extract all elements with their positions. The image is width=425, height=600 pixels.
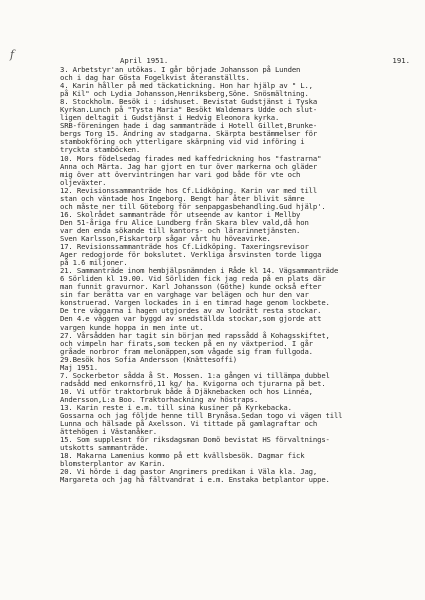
text-line: och måste ner till Göteborg för senpapgasbehandling.Gud hjälp'.: [60, 201, 326, 211]
text-line: Ager redogjorde för bokslutet. Verkliga årsvinsten torde ligga: [60, 250, 322, 260]
text-line: mig över att övervintringen har vari god både för vte och: [60, 169, 301, 179]
text-line: 17. Revisionssammanträde hos Cf.Lidköping. Taxeringsrevisor: [60, 242, 309, 252]
diary-text: [60, 66, 410, 484]
text-line: 10. Mors födelsedag firades med kaffedrickning hos "fastrarna": [60, 153, 322, 163]
text-line: 16. Skolrådet sammanträde för utseende av kantor i Mellby: [60, 209, 301, 219]
text-line: konstruerad. Vargen lockades in i en timrad hage genom lockbete.: [60, 298, 330, 308]
text-line: Gossarna och jag följde henne till Brynåsa.Sedan togo vi vägen till: [60, 411, 343, 421]
text-line: var den enda sökande till kantors- och lärarinnetjänsten.: [60, 225, 301, 235]
text-line: gråade norbror fram melonäppen,som vågade sig fram fullgoda.: [60, 346, 313, 356]
text-line: 8. Stockholm. Besök i : idshuset. Bevistat Gudstjänst i Tyska: [60, 97, 318, 107]
text-line: man funnit gravurnor. Karl Johansson (Göthe) kunde också efter: [60, 282, 322, 292]
text-line: utskotts sammanträde.: [60, 443, 149, 453]
text-line: ättehögen i Västanåker.: [60, 427, 157, 437]
text-line: 20. Vi hörde i dag pastor Angrimers predikan i Väla kla. Jag,: [60, 467, 318, 477]
text-line: 4. Karin håller på med täckatickning. Hon har hjälp av " L.,: [60, 81, 313, 91]
text-line: blomsterplantor av Karin.: [60, 459, 166, 469]
text-line: ligen deltagit i Gudstjänst i Hedvig Eleonora kyrka.: [60, 113, 280, 123]
text-line: Maj 1951.: [60, 362, 98, 372]
text-line: Anna och Märta. Jag har gjort en tur över markerna och gläder: [60, 161, 318, 171]
text-line: radsådd med enkornsfrö,11 kg/ ha. Kvigorna och tjurarna på bet.: [60, 378, 326, 388]
text-line: Margareta och jag hå fältvandrat i e.m. Enstaka betplantor uppe.: [60, 475, 330, 485]
text-line: och i dag har Gösta Fogelkvist återanställts.: [60, 73, 250, 83]
header-date: April 1951.: [120, 56, 169, 65]
text-line: 12. Revisionssammanträde hos Cf.Lidköping. Karin var med till: [60, 185, 318, 195]
text-line: SRB-föreningen hade i dag sammanträde i Hotell Gillet,Brunke-: [60, 121, 318, 131]
text-line: 27. Vårsådden har tagit sin början med rapssådd å Kohagsskiftet,: [60, 330, 330, 340]
text-line: 6 Sörliden kl 19.00. Vid Sörliden fick jag reda på en plats där: [60, 274, 326, 284]
text-line: bergs Torg 15. Ändring av stadgarna. Skärpta bestämmelser för: [60, 129, 318, 139]
text-line: sin far berätta var en varghage var belägen och hur den var: [60, 290, 309, 300]
text-line: på Kil" och Lydia Johansson,Henriksberg,Söne. Snösmältning.: [60, 89, 309, 99]
text-line: stambokföring och ytterligare skärpning vid vid införing i: [60, 137, 305, 147]
text-line: och vimpeln har firats,som tecken på en ny växtperiod. I går: [60, 338, 313, 348]
text-line: tryckta stamböcken.: [60, 145, 141, 155]
margin-handwritten-mark: f: [10, 48, 15, 61]
text-line: Kyrkan.Lunch på "Tysta Maria" Besökt Waldemars Udde och slut-: [60, 105, 318, 115]
text-line: Andersson,L:a Boo. Traktorhackning av höstraps.: [60, 394, 259, 404]
text-line: på 1.6 miljoner.: [60, 258, 128, 268]
text-line: 3. Arbetstyr'an utökas. I går började Johansson på Lunden: [60, 65, 301, 74]
text-line: 7. Sockerbetor sådda å St. Mossen. 1:a gången vi tillämpa dubbel: [60, 370, 330, 380]
text-line: Lunna och hälsade på Axelsson. Vi tittade på gamlagraftar och: [60, 419, 318, 429]
text-line: Sven Karlsson,Fiskartorp sågar vårt hu höveavirke.: [60, 233, 271, 243]
text-line: Den 51-åriga fru Alice Lundberg från Skara blev vald,då hon: [60, 217, 309, 227]
text-line: stan och väntade hos Ingeborg. Bengt har åter blivit sämre: [60, 193, 305, 203]
text-line: De tre väggarna i hagen utgjordes av av lodrätt resta stockar.: [60, 306, 322, 316]
text-line: 29.Besök hos Sofia Andersson (Knättesoffi): [60, 354, 238, 364]
text-line: oljeväxter.: [60, 177, 107, 187]
text-line: Den 4.e väggen var byggd av snedställda stockar,som gjorde att: [60, 314, 322, 324]
page-number: 191.: [392, 56, 410, 65]
text-line: 13. Karin reste i e.m. till sina kusiner på Kyrkebacka.: [60, 402, 292, 412]
text-line: 18. Makarna Lamenius kommo på ett kvällsbesök. Dagmar fick: [60, 451, 305, 461]
text-line: 15. Som supplesnt för riksdagsman Domö bevistat HS förvaltnings-: [60, 435, 330, 445]
text-line: vargen kunde hoppa in men inte ut.: [60, 322, 204, 332]
text-line: 21. Sammanträde inom hembjälpsnämnden i Råde kl 14. Vägsammanträde: [60, 266, 339, 276]
text-line: 10. Vi utför traktorbruk både å Djäknebacken och hos Linnéa,: [60, 386, 313, 396]
